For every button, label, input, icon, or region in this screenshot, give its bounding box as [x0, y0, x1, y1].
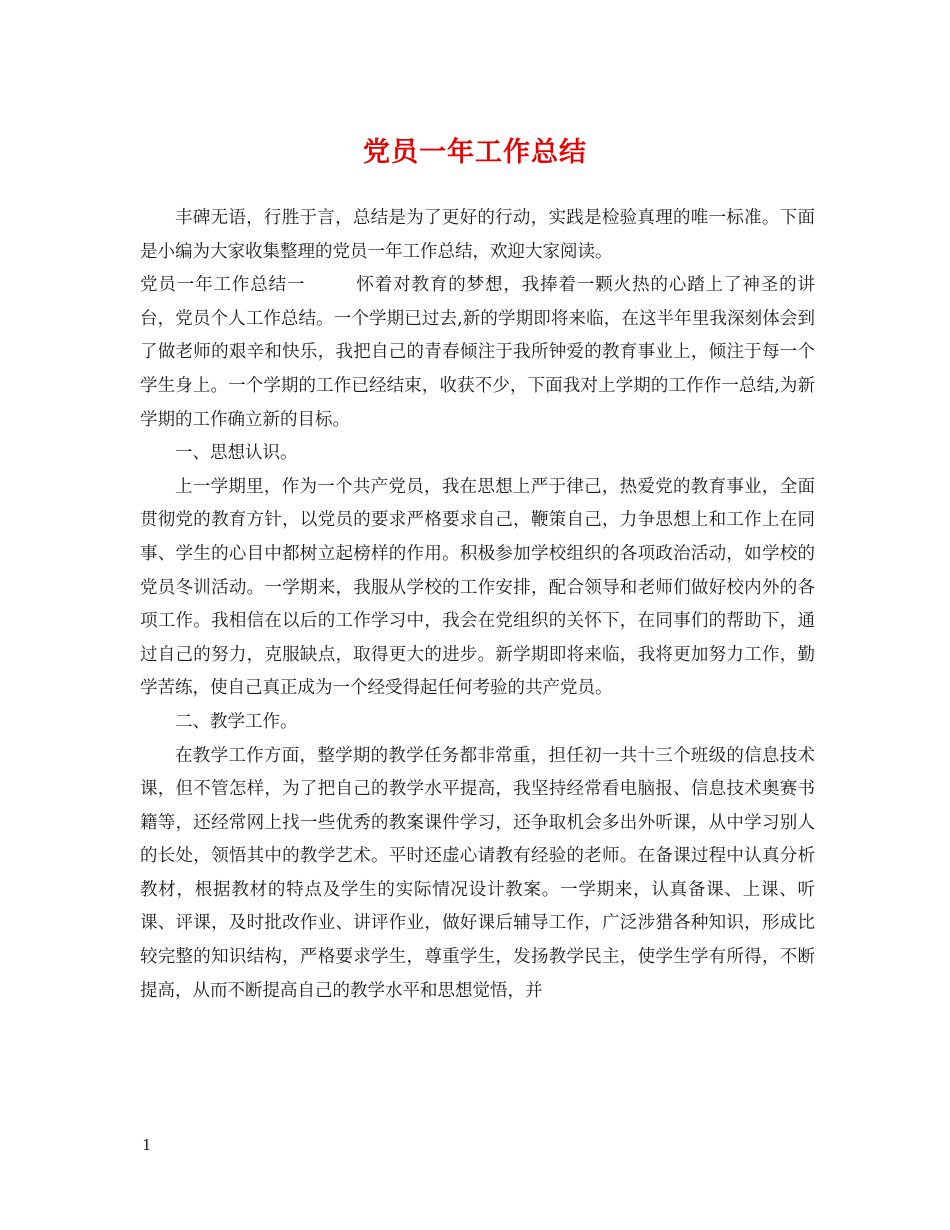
heading-thought: 一、思想认识。: [175, 443, 298, 464]
intro-paragraph: 丰碑无语，行胜于言，总结是为了更好的行动，实践是检验真理的唯一标准。下面是小编为大家收集整理的党员一年工作总结，欢迎大家阅读。: [140, 208, 815, 262]
section-paragraph: [140, 269, 815, 437]
document-body: [140, 202, 815, 1008]
heading-teaching: 二、教学工作。: [175, 711, 298, 732]
document-title: 党员一年工作总结: [363, 137, 587, 168]
section-label: 党员一年工作总结一: [140, 275, 306, 296]
paragraph-thought: 上一学期里，作为一个共产党员，我在思想上严于律己，热爱党的教育事业，全面贯彻党的教育方针，以党员的要求严格要求自己，鞭策自己，力争思想上和工作上在同事、学生的心目中都树立起榜样的作用。积极参加学校组织的各项政治活动，如学校的党员冬训活动。一学期来，我服从学校的工作安排，配合领导和老师们做好校内外的各项工作。我相信在以后的工作学习中，我会在党组织的关怀下，在同事们的帮助下，通过自己的努力，克服缺点，取得更大的进步。新学期即将来临，我将更加努力工作，勤学苦练，使自己真正成为一个经受得起任何考验的共产党员。: [140, 476, 815, 699]
paragraph-teaching: 在教学工作方面，整学期的教学任务都非常重，担任初一共十三个班级的信息技术课，但不管怎样，为了把自己的教学水平提高，我坚持经常看电脑报、信息技术奥赛书籍等，还经常网上找一些优秀的教案课件学习，还争取机会多出外听课，从中学习别人的长处，领悟其中的教学艺术。平时还虚心请教有经验的老师。在备课过程中认真分析教材，根据教材的特点及学生的实际情况设计教案。一学期来，认真备课、上课、听课、评课，及时批改作业、讲评作业，做好课后辅导工作，广泛涉猎各种知识，形成比较完整的知识结构，严格要求学生，尊重学生，发扬教学民主，使学生学有所得，不断提高，从而不断提高自己的教学水平和思想觉悟，并: [140, 745, 815, 1001]
page-number: 1: [142, 1136, 152, 1154]
section-first-paragraph: 怀着对教育的梦想，我捧着一颗火热的心踏上了神圣的讲台，党员个人工作总结。一个学期已过去,新的学期即将来临，在这半年里我深刻体会到了做老师的艰辛和快乐，我把自己的青春倾注于我所钟爱的教育事业上，倾注于每一个学生身上。一个学期的工作已经结束，收获不少，下面我对上学期的工作作一总结,为新学期的工作确立新的目标。: [140, 275, 816, 430]
